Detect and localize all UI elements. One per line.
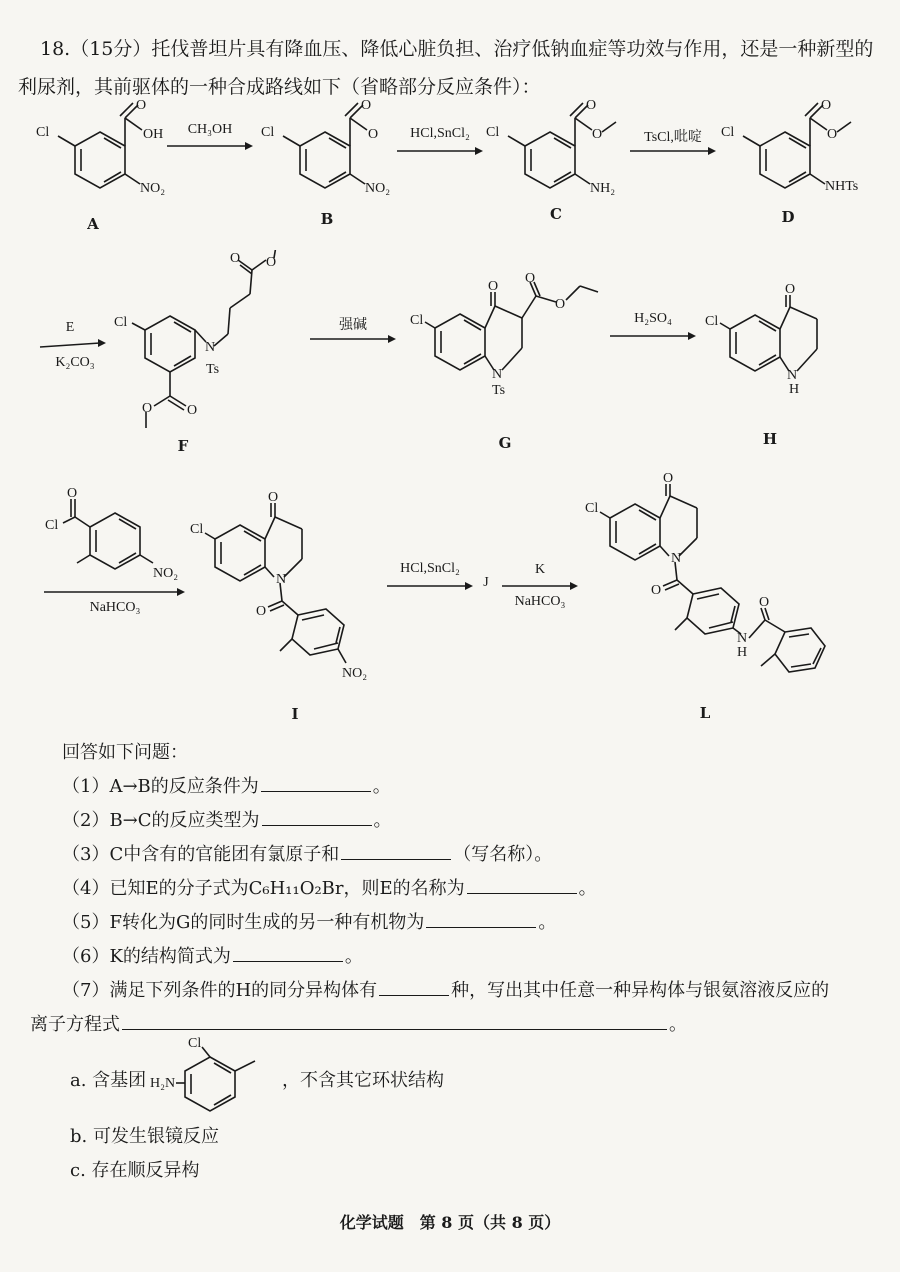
svg-text:Ts: Ts	[492, 383, 506, 398]
question-7: （7）满足下列条件的H的同分异构体有 种，写出其中任意一种异构体与银氨溶液反应的	[62, 980, 830, 1001]
svg-text:O: O	[488, 279, 499, 294]
svg-text:Ts: Ts	[206, 362, 220, 377]
reagent-nahco3-2: NaHCO₃	[514, 594, 566, 609]
svg-text:Cl: Cl	[410, 313, 424, 328]
svg-text:Cl: Cl	[188, 1036, 202, 1051]
svg-text:O: O	[827, 127, 838, 142]
molecule-d	[715, 100, 885, 210]
svg-text:O: O	[256, 604, 267, 619]
svg-text:O: O	[592, 127, 603, 142]
svg-text:O: O	[230, 251, 241, 266]
svg-text:Cl: Cl	[114, 315, 128, 330]
svg-text:Cl: Cl	[585, 501, 599, 516]
arrow-d-f	[38, 338, 108, 352]
reagent-e: E	[65, 320, 75, 335]
question-6: （6）K的结构简式为 。	[62, 946, 363, 967]
svg-text:O: O	[821, 100, 832, 113]
answer-blank-7a[interactable]	[379, 994, 449, 996]
molecule-f	[110, 250, 290, 440]
label-g: G	[498, 434, 512, 452]
arrow-j-l	[500, 580, 580, 592]
answer-blank-5[interactable]	[426, 926, 536, 928]
cl-atom: Cl	[36, 125, 50, 140]
answer-blank-1[interactable]	[261, 790, 371, 792]
svg-text:O: O	[187, 403, 198, 418]
question-intro-line2: 利尿剂，其前驱体的一种合成路线如下（省略部分反应条件）：	[18, 76, 541, 98]
molecule-l	[585, 470, 845, 700]
no2-group: NO₂	[140, 181, 166, 196]
svg-text:O: O	[361, 100, 372, 113]
answer-blank-4[interactable]	[467, 892, 577, 894]
svg-text:Cl: Cl	[721, 125, 735, 140]
arrow-c-d	[628, 145, 718, 157]
svg-text:N: N	[671, 551, 682, 566]
question-intro-line1: 18.（15分）托伐普坦片具有降血压、降低心脏负担、治疗低钠血症等功效与作用，还是一种新型的	[40, 38, 874, 60]
svg-text:Cl: Cl	[705, 314, 719, 329]
label-l: L	[699, 704, 711, 722]
condition-c: c. 存在顺反异构	[70, 1160, 200, 1181]
svg-text:H: H	[737, 645, 748, 660]
label-b: B	[320, 210, 334, 228]
answer-blank-2[interactable]	[262, 824, 372, 826]
svg-text:Cl: Cl	[261, 125, 275, 140]
substituent-fragment	[150, 1035, 280, 1115]
svg-text:NHTs: NHTs	[825, 179, 859, 194]
svg-text:NO₂: NO₂	[342, 666, 368, 681]
label-f: F	[177, 437, 189, 455]
reagent-k: K	[534, 562, 546, 577]
question-2: （2）B→C的反应类型为 。	[62, 810, 392, 831]
svg-text:N: N	[276, 572, 287, 587]
svg-text:O: O	[268, 490, 279, 505]
answer-blank-7b[interactable]	[122, 1028, 667, 1030]
answer-blank-3[interactable]	[341, 858, 451, 860]
oh-group: OH	[143, 127, 164, 142]
svg-text:N: N	[787, 368, 798, 383]
svg-text:O: O	[759, 595, 770, 610]
label-d: D	[781, 208, 795, 226]
svg-text:O: O	[67, 486, 78, 501]
svg-text:NO₂: NO₂	[153, 566, 179, 581]
question-5: （5）F转化为G的同时生成的另一种有机物为 。	[62, 912, 557, 933]
svg-text:N: N	[205, 340, 216, 355]
page-footer: 化学试题 第 8 页（共 8 页）	[339, 1213, 561, 1232]
arrow-a-b	[165, 140, 255, 152]
label-h: H	[762, 430, 778, 448]
reagent-nahco3-1: NaHCO₃	[89, 600, 141, 615]
label-a: A	[87, 215, 99, 233]
arrow-f-g	[308, 333, 398, 345]
arrow-g-h	[608, 330, 698, 342]
molecule-b	[255, 100, 395, 210]
molecule-a	[30, 100, 170, 210]
svg-text:O: O	[785, 282, 796, 297]
label-i: I	[291, 705, 299, 723]
svg-text:H: H	[789, 382, 800, 395]
svg-text:N: N	[737, 631, 748, 646]
answer-blank-6[interactable]	[233, 960, 343, 962]
question-4: （4）已知E的分子式为C₆H₁₁O₂Br，则E的名称为 。	[62, 878, 597, 899]
molecule-i	[190, 485, 380, 695]
svg-text:O: O	[142, 401, 153, 416]
reagent-c-d: TsCl,吡啶	[644, 130, 702, 145]
svg-text:Cl: Cl	[45, 518, 59, 533]
condition-b: b. 可发生银镜反应	[70, 1126, 219, 1147]
questions-header: 回答如下问题：	[62, 742, 188, 763]
svg-text:O: O	[651, 583, 662, 598]
question-1: （1）A→B的反应条件为 。	[62, 776, 391, 797]
condition-a-suffix: ，不含其它环状结构	[282, 1070, 444, 1091]
svg-text:H₂N: H₂N	[150, 1076, 176, 1091]
reagent-hcl-sncl2-2: HCl,SnCl₂	[400, 561, 460, 576]
svg-text:O: O	[555, 297, 566, 312]
compound-j: J	[483, 575, 489, 590]
svg-text:O: O	[525, 271, 536, 286]
reagent-acyl-chloride	[45, 485, 195, 595]
condition-a-label: a. 含基团	[70, 1070, 147, 1091]
molecule-g	[410, 270, 610, 400]
label-c: C	[550, 205, 562, 223]
reagent-b-c: HCl,SnCl₂	[410, 126, 470, 141]
arrow-h-i	[42, 586, 187, 598]
arrow-i-j	[385, 580, 475, 592]
svg-text:N: N	[492, 367, 503, 382]
reagent-h2so4: H₂SO₄	[634, 311, 672, 326]
question-3: （3）C中含有的官能团有氯原子和 （写名称）。	[62, 844, 553, 865]
molecule-c	[480, 100, 630, 210]
arrow-b-c	[395, 145, 485, 157]
svg-text:Cl: Cl	[486, 125, 500, 140]
question-7-line2: 离子方程式 。	[30, 1014, 687, 1035]
o-atom: O	[136, 100, 147, 113]
reagent-k2co3: K₂CO₃	[55, 355, 95, 370]
svg-text:Cl: Cl	[190, 522, 204, 537]
reagent-a-b: CH₃OH	[187, 122, 233, 137]
svg-text:O: O	[663, 471, 674, 486]
svg-text:O: O	[368, 127, 379, 142]
reagent-strong-base: 强碱	[339, 318, 367, 333]
svg-text:NO₂: NO₂	[365, 181, 391, 196]
svg-text:NH₂: NH₂	[590, 181, 616, 196]
svg-text:O: O	[266, 255, 277, 270]
molecule-h	[705, 275, 845, 395]
svg-text:O: O	[586, 100, 597, 113]
